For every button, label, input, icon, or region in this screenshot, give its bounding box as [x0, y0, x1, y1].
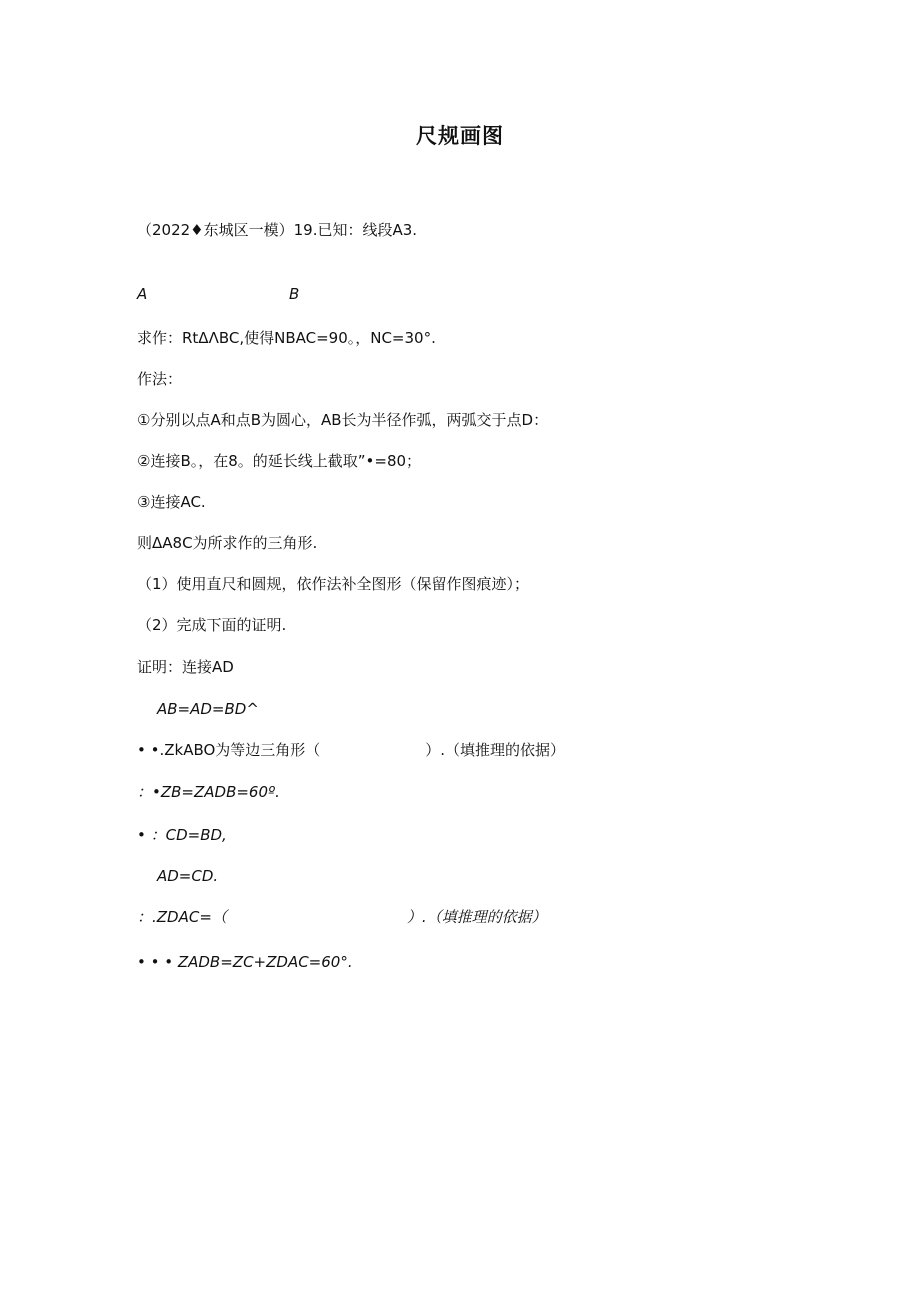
method-step-1: ①分别以点A和点B为圆心，AB长为半径作弧，两弧交于点D： — [137, 411, 549, 429]
problem-intro: （2022♦东城区一模）19.已知：线段A3. — [137, 221, 418, 239]
proof-start: 证明：连接AD — [137, 658, 234, 676]
question-1: （1）使用直尺和圆规，依作法补全图形（保留作图痕迹）； — [137, 575, 530, 593]
proof-line-1: AB=AD=BD^ — [157, 700, 259, 718]
proof-line-3: ：•ZB=ZADB=60º. — [137, 783, 280, 801]
method-step-2: ②连接B。，在8。的延长线上截取”•=80； — [137, 452, 422, 470]
proof-line-4: • ：CD=BD, — [137, 826, 227, 844]
question-2: （2）完成下面的证明. — [137, 616, 287, 634]
point-a-label: A — [137, 285, 148, 303]
point-b-label: B — [289, 285, 300, 303]
conclusion-line: 则ΔA8C为所求作的三角形. — [137, 534, 318, 552]
page-title: 尺规画图 — [416, 124, 504, 148]
proof-line-2: • •.ZkABO为等边三角形（ ）.（填推理的依据） — [137, 741, 566, 759]
proof-line-6: ：.ZDAC=（ ）.（填推理的依据） — [137, 908, 547, 926]
construction-task: 求作：RtΔΛBC,使得NBAC=90。，NC=30°. — [137, 329, 436, 347]
proof-line-5: AD=CD. — [157, 867, 219, 885]
proof-line-7: • • • ZADB=ZC+ZDAC=60°. — [137, 953, 353, 971]
method-step-3: ③连接AC. — [137, 493, 206, 511]
method-heading: 作法： — [137, 370, 183, 388]
